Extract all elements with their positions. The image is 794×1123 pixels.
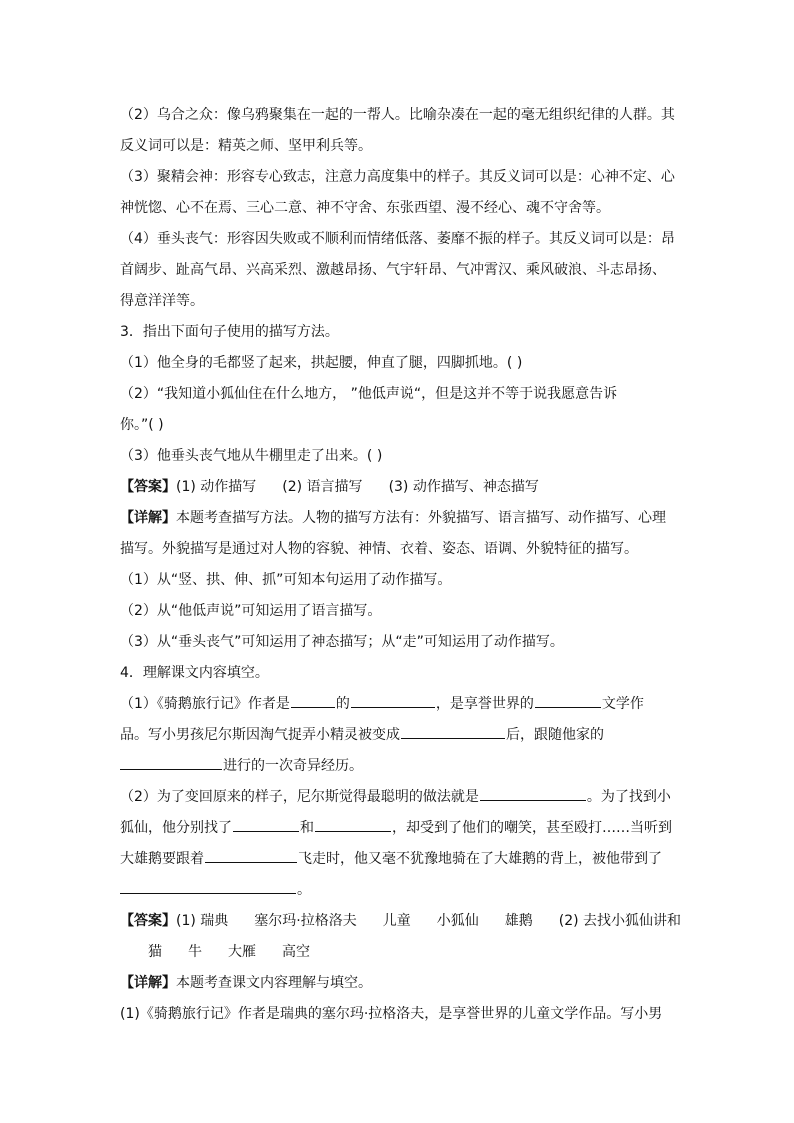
detail-tag: 【详解】 — [120, 510, 176, 526]
blank-genre — [535, 691, 601, 708]
q4-p2-text-a: （2）为了变回原来的样子，尼尔斯觉得最聪明的做法就是 — [120, 789, 479, 805]
document-page — [120, 100, 682, 1030]
q3-detail-1: （1）从“竖、拱、伸、抓”可知本句运用了动作描写。 — [120, 572, 452, 588]
q4-p2-line1 — [120, 782, 676, 813]
blank-author — [351, 691, 435, 708]
q3-answer-3: (3) 动作描写、神态描写 — [388, 479, 539, 495]
blank-transformed — [401, 722, 505, 739]
q4-p2-line2 — [120, 813, 676, 844]
q4-answer-item: 猫 — [148, 944, 162, 960]
q4-answer-item: 塞尔玛·拉格洛夫 — [254, 913, 357, 929]
q4-answer-item: (1) 瑞典 — [176, 913, 229, 929]
q4-answer-item: 大雁 — [228, 944, 256, 960]
q4-answer-line1 — [120, 906, 682, 937]
blank-country — [291, 691, 335, 708]
q4-answer-line2 — [120, 937, 676, 968]
q4-answer-item: 儿童 — [382, 913, 411, 929]
q4-answer-item: 牛 — [188, 944, 202, 960]
q4-p2-text-g: 飞走时，他又毫不犹豫地骑在了大雄鹅的背上，被他带到了 — [298, 851, 662, 867]
blank-found-2 — [315, 815, 391, 832]
q2-item3-line1: （3）聚精会神：形容专心致志，注意力高度集中的样子。其反义词可以是：心神不定、心 — [120, 169, 675, 185]
q4-p1-text-c: ，是享誉世界的 — [435, 696, 534, 712]
q4-detail-line1 — [120, 968, 676, 999]
q4-p1-text-a: （1）《骑鹅旅行记》作者是 — [120, 696, 290, 712]
q4-p1-text-e: 品。写小男孩尼尔斯因淘气捉弄小精灵被变成 — [120, 727, 400, 743]
q4-p2-text-h: 。 — [297, 882, 311, 898]
q3-sentence-2-line1: （2）“我知道小狐仙住在什么地方， ”他低声说“，但是这并不等于说我愿意告诉 — [120, 386, 618, 402]
q4-p2-line3 — [120, 844, 676, 875]
q4-p1-text-f: 后，跟随他家的 — [506, 727, 604, 743]
q3-sentence-1: （1）他全身的毛都竖了起来，拱起腰，伸直了腿，四脚抓地。( ) — [120, 355, 523, 371]
q4-detail-text: 本题考查课文内容理解与填空。 — [176, 975, 372, 991]
q2-item4-line1: （4）垂头丧气：形容因失败或不顺利而情绪低落、萎靡不振的样子。其反义词可以是：昂 — [120, 231, 675, 247]
q3-detail-line2: 描写。外貌描写是通过对人物的容貌、神情、衣着、姿态、语调、外貌特征的描写。 — [120, 541, 638, 557]
q3-answer — [120, 472, 676, 503]
q4-answer-item: (2) 去找小狐仙讲和 — [558, 913, 682, 929]
q2-item2-line1: （2）乌合之众：像乌鸦聚集在一起的一帮人。比喻杂凑在一起的毫无组织纪律的人群。其 — [120, 107, 675, 123]
q4-p1-line2 — [120, 720, 676, 751]
blank-found-1 — [233, 815, 299, 832]
q4-p2-text-f: 大雄鹅要跟着 — [120, 851, 204, 867]
blank-fly-with — [205, 846, 297, 863]
q3-answer-2: (2) 语言描写 — [282, 479, 363, 495]
detail-tag: 【详解】 — [120, 975, 176, 991]
q4-title: 4．理解课文内容填空。 — [120, 665, 269, 681]
q4-p2-line4 — [120, 875, 676, 906]
q4-p2-text-c: 狐仙，他分别找了 — [120, 820, 232, 836]
q4-p1-line1 — [120, 689, 676, 720]
q2-item2-line2: 反义词可以是：精英之师、坚甲利兵等。 — [120, 138, 372, 154]
q4-p1-text-d: 文学作 — [601, 696, 644, 712]
q4-answer-item: 雄鹅 — [504, 913, 533, 929]
q4-p2-text-b: 。为了找到小 — [586, 789, 671, 805]
q3-title: 3．指出下面句子使用的描写方法。 — [120, 324, 339, 340]
blank-smartest — [480, 784, 586, 801]
q3-answer-1: (1) 动作描写 — [176, 479, 257, 495]
q3-detail-line1 — [120, 503, 676, 534]
q4-answer-item: 高空 — [282, 944, 310, 960]
q3-sentence-2-line2: 你。”( ) — [120, 417, 164, 433]
q4-p1-text-b: 的 — [335, 696, 350, 712]
q4-answer-item: 小狐仙 — [436, 913, 479, 929]
q3-detail-3: （3）从“垂头丧气”可知运用了神态描写；从“走”可知运用了动作描写。 — [120, 634, 564, 650]
answer-tag: 【答案】 — [120, 913, 176, 929]
q2-item4-line2: 首阔步、趾高气昂、兴高采烈、激越昂扬、气宇轩昂、气冲霄汉、乘风破浪、斗志昂扬、 — [120, 262, 666, 278]
q4-p2-text-d: 和 — [300, 820, 314, 836]
q3-sentence-3: （3）他垂头丧气地从牛棚里走了出来。( ) — [120, 448, 383, 464]
q3-detail-2: （2）从“他低声说”可知运用了语言描写。 — [120, 603, 382, 619]
q4-p2-text-e: ，却受到了他们的嘲笑，甚至殴打……当听到 — [392, 820, 672, 836]
q4-p1-text-g: 进行的一次奇异经历。 — [223, 758, 363, 774]
q3-detail-text: 本题考查描写方法。人物的描写方法有：外貌描写、语言描写、动作描写、心理 — [176, 510, 666, 526]
q4-p1-line3 — [120, 751, 676, 782]
q2-item3-line2: 神恍惚、心不在焉、三心二意、神不守舍、东张西望、漫不经心、魂不守舍等。 — [120, 200, 610, 216]
blank-taken-to — [120, 877, 296, 894]
q4-detail-2: (1)《骑鹅旅行记》作者是瑞典的塞尔玛·拉格洛夫，是享誉世界的儿童文学作品。写小男 — [120, 1006, 663, 1022]
answer-tag: 【答案】 — [120, 479, 176, 495]
blank-goose — [120, 753, 222, 770]
q2-item4-line3: 得意洋洋等。 — [120, 293, 204, 309]
